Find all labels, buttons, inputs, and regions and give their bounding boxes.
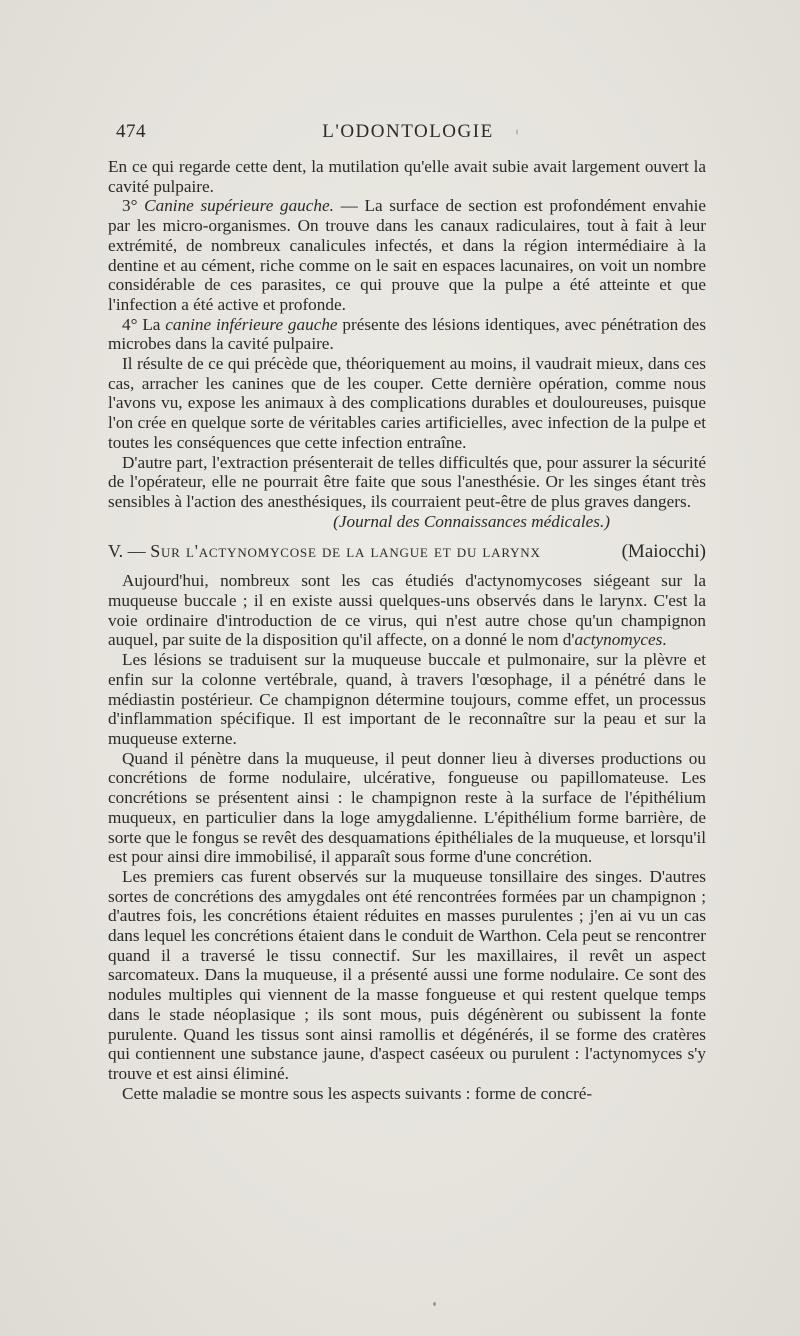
paragraph: Les premiers cas furent observés sur la muqueuse tonsillaire des singes. D'autres sortes de concrétions des amygdales ont été rencontrées formées par un champignon ; d'autres fois, les concrétions étaient réduites en masses purulentes ; j'en ai vu un cas dans lequel les concrétions étaient dans le conduit de Warthon. Cela peut se rencontrer quand il a traversé le tissu connectif. Sur les maxillaires, il revêt un aspect sarcomateux. Dans la muqueuse, il a présenté aussi une forme nodulaire. Ce sont des nodules multiples qui viennent de la masse fongueuse et qui restent quelque temps dans le stade néoplasique ; ils sont mous, puis dégénèrent ou subissent la fonte purulente. Quand les tissus sont ainsi ramollis et dégénérés, il se forme des cratères qui contiennent une substance jaune, d'aspect caséeux ou purulent : l'actynomyces s'y trouve et est ainsi éliminé. — [108, 866, 706, 1083]
term-italic: actynomyces — [574, 630, 663, 650]
body-text — [108, 157, 706, 1103]
paragraph: Les lésions se traduisent sur la muqueuse buccale et pulmonaire, sur la plèvre et enfin sur la colonne vertébrale, quand, à travers l'œsophage, il a pénétré dans le médiastin postérieur. Ce champignon détermine toujours, comme effet, un processus d'inflammation spécifique. Il est important de le reconnaître sur la peau et sur la muqueuse externe. — [108, 650, 706, 748]
item-number: 4° — [122, 314, 138, 334]
paragraph-text: Aujourd'hui, nombreux sont les cas étudiés d'actynomycoses siégeant sur la muqueuse buccale ; il en existe aussi quelques-uns observés dans le larynx. C'est la voie ordinaire d'introduction de ce virus, qui n'est autre chose qu'un champignon auquel, par suite de la disposition qu'il affecte, on a donné le nom d' — [108, 571, 706, 650]
section-heading — [108, 540, 706, 563]
paragraph — [108, 315, 706, 354]
section-numeral: V. — — [108, 541, 146, 562]
page-number: 474 — [116, 121, 146, 142]
paper-speck — [433, 1302, 436, 1306]
item-number: 3° — [122, 196, 138, 216]
citation: (Journal des Connaissances médicales.) — [333, 511, 610, 531]
paragraph-text: . — [662, 630, 667, 650]
item-subject: Canine supérieure gauche. — [144, 196, 334, 216]
paragraph-text: présente des lésions identiques, avec pénétration des microbes dans la cavité pulpaire. — [108, 314, 707, 354]
paragraph: D'autre part, l'extraction présenterait de telles difficultés que, pour assurer la sécurité de l'opérateur, elle ne pourrait être faite que sous l'anesthésie. Or les singes étant très sensibles à l'action des anesthésiques, ils courraient peut-être de plus graves dangers. — [108, 452, 706, 511]
paragraph: Cette maladie se montre sous les aspects suivants : forme de concré- — [122, 1083, 593, 1103]
paper-speck — [516, 129, 518, 135]
running-title: L'ODONTOLOGIE — [322, 121, 494, 142]
paragraph-text: — La surface de section est profondément envahie par les micro-organismes. On trouve dans les canaux radiculaires, tout à fait à leur extrémité, de nombreux canalicules infectés, et dans la région intermédiaire à la dentine et au cément, riche comme on le sait en espaces lacunaires, on voit un nombre considérable de ces parasites, ce qui prouve que la pulpe a été atteinte et que l'infection a été active et profonde. — [108, 196, 707, 314]
paragraph — [108, 571, 706, 650]
section-heading-title — [108, 540, 541, 562]
section-title: Sur l'actynomycose de la langue et du larynx — [150, 541, 541, 562]
paragraph — [108, 196, 706, 314]
section-author: (Maiocchi) — [621, 541, 706, 563]
paragraph: Il résulte de ce qui précède que, théoriquement au moins, il vaudrait mieux, dans ces cas, arracher les canines que de les couper. Cette dernière opération, comme nous l'avons vu, expose les animaux à des complications durables et douloureuses, puisque l'on crée en quelque sorte de véritables caries artificielles, avec infection de la pulpe et toutes les conséquences que cette infection entraîne. — [108, 354, 706, 452]
paragraph: En ce qui regarde cette dent, la mutilation qu'elle avait subie avait largement ouvert la cavité pulpaire. — [108, 157, 706, 196]
paragraph: Quand il pénètre dans la muqueuse, il peut donner lieu à diverses productions ou concrétions de forme nodulaire, ulcérative, fongueuse ou papillomateuse. Les concrétions se présentent ainsi : le champignon reste à la surface de l'épithélium muqueux, en particulier dans la loge amygdalienne. L'épithélium forme barrière, de sorte que le fongus se revêt des desquamations épithéliales de la muqueuse, et lorsqu'il est pour ainsi dire immobilisé, il apparaît sous forme d'une concrétion. — [108, 748, 706, 867]
paragraph-text: La — [142, 314, 161, 334]
page-header — [108, 121, 708, 151]
item-subject: canine inférieure gauche — [165, 314, 338, 334]
